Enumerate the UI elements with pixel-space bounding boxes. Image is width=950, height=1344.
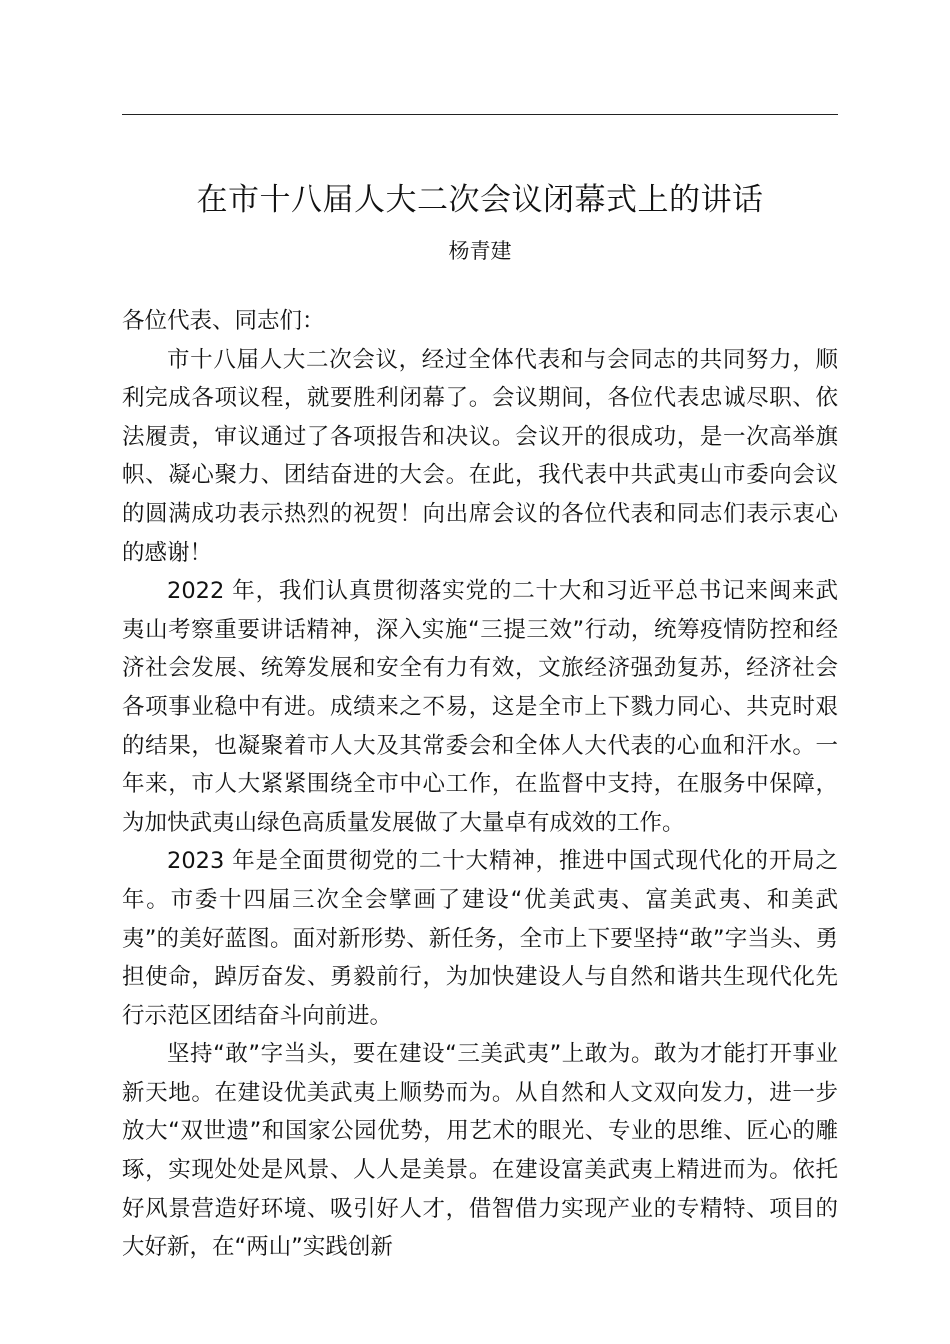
paragraph-1: 市十八届人大二次会议，经过全体代表和与会同志的共同努力，顺利完成各项议程，就要胜利闭幕了。会议期间，各位代表忠诚尽职、依法履责，审议通过了各项报告和决议。会议开的很成功，是一次高举旗帜、凝心聚力、团结奋进的大会。在此，我代表中共武夷山市委向会议的圆满成功表示热烈的祝贺！向出席会议的各位代表和同志们表示衷心的感谢！: [122, 346, 838, 566]
header-rule: [122, 114, 838, 115]
salutation: 各位代表、同志们：: [122, 308, 325, 334]
document-body: [122, 302, 838, 1267]
author-name: 杨青建: [448, 239, 512, 263]
paragraph-3: 2023 年是全面贯彻党的二十大精神，推进中国式现代化的开局之年。市委十四届三次全会擘画了建设“优美武夷、富美武夷、和美武夷”的美好蓝图。面对新形势、新任务，全市上下要坚持“敢”字当头、勇担使命，踔厉奋发、勇毅前行，为加快建设人与自然和谐共生现代化先行示范区团结奋斗向前进。: [122, 848, 838, 1029]
paragraph-4: 坚持“敢”字当头，要在建设“三美武夷”上敢为。敢为才能打开事业新天地。在建设优美武夷上顺势而为。从自然和人文双向发力，进一步放大“双世遗”和国家公园优势，用艺术的眼光、专业的思维、匠心的雕琢，实现处处是风景、人人是美景。在建设富美武夷上精进而为。依托好风景营造好环境、吸引好人才，借智借力实现产业的专精特、项目的大好新，在“两山”实践创新: [122, 1041, 838, 1261]
paragraph-2: 2022 年，我们认真贯彻落实党的二十大和习近平总书记来闽来武夷山考察重要讲话精神，深入实施“三提三效”行动，统筹疫情防控和经济社会发展、统筹发展和安全有力有效，文旅经济强劲复苏，经济社会各项事业稳中有进。成绩来之不易，这是全市上下戮力同心、共克时艰的结果，也凝聚着市人大及其常委会和全体人大代表的心血和汗水。一年来，市人大紧紧围绕全市中心工作，在监督中支持，在服务中保障，为加快武夷山绿色高质量发展做了大量卓有成效的工作。: [122, 578, 838, 836]
document-title: 在市十八届人大二次会议闭幕式上的讲话: [196, 182, 764, 218]
